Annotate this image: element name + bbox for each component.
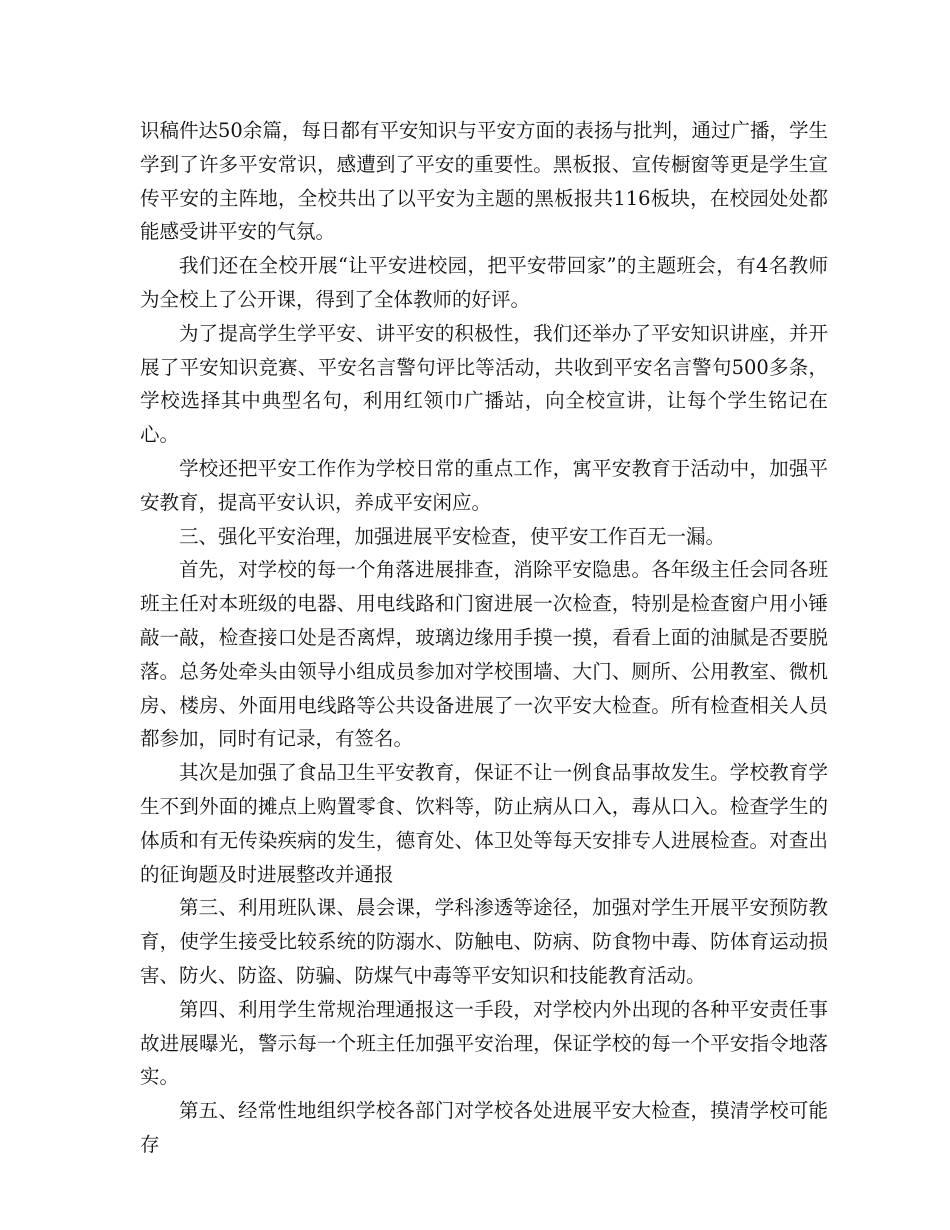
- paragraph-safety-lecture: 为了提高学生学平安、讲平安的积极性，我们还举办了平安知识讲座，并开展了平安知识竞赛、平安名言警句评比等活动，共收到平安名言警句500多条，学校选择其中典型名句，利用红领巾广播站，向全校宣讲，让每个学生铭记在心。: [140, 321, 828, 447]
- paragraph-daily-focus: 学校还把平安工作作为学校日常的重点工作，寓平安教育于活动中，加强平安教育，提高平安认识，养成平安闲应。: [140, 456, 828, 514]
- document-body: [140, 114, 828, 1162]
- paragraph-fourth-notification: 第四、利用学生常规治理通报这一手段，对学校内外出现的各种平安责任事故进展曝光，警示每一个班主任加强平安治理，保证学校的每一个平安指令地落实。: [140, 997, 828, 1089]
- paragraph-first-inspection: 首先，对学校的每一个角落进展排查，消除平安隐患。各年级主任会同各班班主任对本班级的电器、用电线路和门窗进展一次检查，特别是检查窗户用小锤敲一敲，检查接口处是否离焊，玻璃边缘用手摸一摸，看看上面的油腻是否要脱落。总务处牵头由领导小组成员参加对学校围墙、大门、厕所、公用教室、微机房、楼房、外面用电线路等公共设备进展了一次平安大检查。所有检查相关人员都参加，同时有记录，有签名。: [140, 558, 828, 751]
- section-heading-3: 三、强化平安治理，加强进展平安检查，使平安工作百无一漏。: [179, 524, 726, 548]
- paragraph-fifth-check: 第五、经常性地组织学校各部门对学校各处进展平安大检查，摸清学校可能存: [140, 1099, 828, 1156]
- paragraph-second-food-safety: 其次是加强了食品卫生平安教育，保证不让一例食品事故发生。学校教育学生不到外面的摊点上购置零食、饮料等，防止病从口入，毒从口入。检查学生的体质和有无传染疾病的发生，德育处、体卫处等每天安排专人进展检查。对查出的征询题及时进展整改并通报: [140, 761, 828, 886]
- paragraph-theme-class-meeting: 我们还在全校开展“让平安进校园，把平安带回家”的主题班会，有4名教师为全校上了公开课，得到了全体教师的好评。: [140, 254, 828, 311]
- paragraph-third-prevention: 第三、利用班队课、晨会课，学科渗透等途径，加强对学生开展平安预防教育，使学生接受比较系统的防溺水、防触电、防病、防食物中毒、防体育运动损害、防火、防盗、防骗、防煤气中毒等平安知识和技能教育活动。: [140, 896, 828, 987]
- paragraph-continued: 识稿件达50余篇，每日都有平安知识与平安方面的表扬与批判，通过广播，学生学到了许多平安常识，感遭到了平安的重要性。黑板报、宣传橱窗等更是学生宣传平安的主阵地，全校共出了以平安为主题的黑板报共116板块，在校园处处都能感受讲平安的气氛。: [140, 119, 828, 244]
